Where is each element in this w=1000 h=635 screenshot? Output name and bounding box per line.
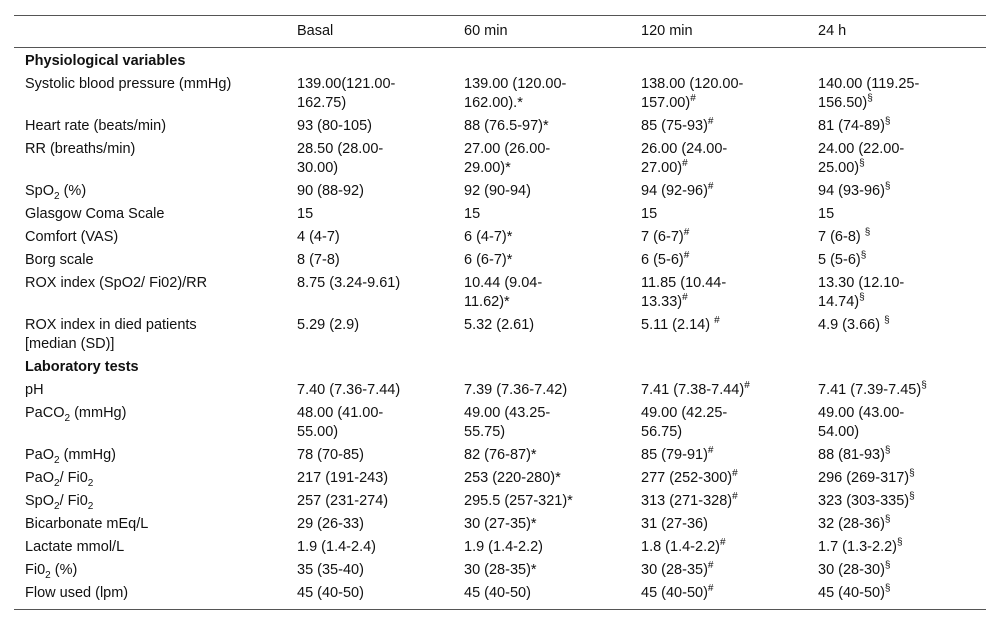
value-cell: 26.00 (24.00- 27.00)# [641, 141, 728, 176]
value-cell: 11.85 (10.44- 13.33)# [641, 275, 727, 310]
value-cell: 88 (81-93)§ [818, 445, 891, 463]
value-cell: 32 (28-36)§ [818, 514, 891, 532]
value-cell: 15 [818, 206, 835, 222]
table-header [14, 16, 986, 48]
value-cell: 313 (271-328)# [641, 491, 738, 509]
value-cell: 88 (76.5-97)* [464, 118, 549, 134]
value-cell: 5.32 (2.61) [464, 317, 535, 333]
value-cell: 45 (40-50)# [630, 584, 807, 610]
variable-cell: SpO$_2$ (%) [25, 183, 87, 202]
value-cell: 49.00 (43.00- 54.00) [818, 405, 905, 440]
variable-cell: SpO$_2$/ $Fi0_2$ [25, 493, 94, 512]
table-row [14, 140, 986, 182]
table-body [14, 48, 986, 610]
table-row [14, 469, 986, 492]
value-cell: 81 (74-89)§ [818, 116, 891, 134]
value-cell: 15 [297, 206, 314, 222]
variable-cell: Lactate mmol/L [25, 539, 125, 555]
value-cell: 323 (303-335)§ [818, 491, 915, 509]
table-row [14, 515, 986, 538]
value-cell: 13.30 (12.10- 14.74)§ [818, 275, 905, 310]
value-cell: 92 (90-94) [464, 183, 531, 199]
value-cell: 8 (7-8) [297, 252, 340, 268]
table-row [14, 538, 986, 561]
value-cell: 7.41 (7.39-7.45)§ [818, 380, 927, 398]
variable-cell: PaCO$_2$ (mmHg) [25, 405, 127, 424]
variable-cell: pH [25, 382, 44, 398]
value-cell: 85 (79-91)# [641, 445, 714, 463]
variable-cell: Glasgow Coma Scale [25, 206, 165, 222]
value-cell: 1.8 (1.4-2.2)# [641, 537, 726, 555]
variable-cell: $Fi0_2$ (%) [25, 562, 78, 581]
value-cell: 5.29 (2.9) [297, 317, 360, 333]
table-row [14, 205, 986, 228]
table-row [14, 228, 986, 251]
header-cell-variable [14, 16, 286, 48]
value-cell: 5.11 (2.14) # [641, 315, 720, 333]
table-row [14, 584, 986, 610]
value-cell: 94 (93-96)§ [818, 181, 891, 199]
variable-cell: Comfort (VAS) [25, 229, 119, 245]
value-cell: 253 (220-280)* [464, 470, 561, 486]
variable-cell: RR (breaths/min) [25, 141, 136, 157]
table-row [14, 381, 986, 404]
value-cell: 140.00 (119.25- 156.50)§ [818, 76, 920, 111]
table-container [14, 15, 986, 610]
variable-cell: PaO$_2$ (mmHg) [25, 447, 116, 466]
variable-cell: Systolic blood pressure (mmHg) [25, 76, 232, 92]
section-title: Physiological variables [25, 53, 186, 69]
value-cell: 31 (27-36) [641, 516, 708, 532]
value-cell: 35 (35-40) [297, 562, 364, 578]
value-cell: 7 (6-7)# [641, 227, 690, 245]
value-cell: 45 (40-50) [453, 584, 630, 610]
value-cell: 6 (5-6)# [641, 250, 690, 268]
table-row [14, 316, 986, 358]
value-cell: 5 (5-6)§ [818, 250, 867, 268]
value-cell: 49.00 (42.25- 56.75) [641, 405, 728, 440]
value-cell: 27.00 (26.00- 29.00)* [464, 141, 551, 176]
table-row [14, 117, 986, 140]
table-row [14, 561, 986, 584]
value-cell: 217 (191-243) [297, 470, 389, 486]
value-cell: 7.41 (7.38-7.44)# [641, 380, 750, 398]
value-cell: 7.39 (7.36-7.42) [464, 382, 568, 398]
header-cell-120min: 120 min [630, 16, 807, 48]
table-row [14, 75, 986, 117]
value-cell: 277 (252-300)# [641, 468, 738, 486]
value-cell: 78 (70-85) [297, 447, 364, 463]
value-cell: 139.00(121.00- 162.75) [297, 76, 396, 111]
table-row [14, 446, 986, 469]
table-row [14, 182, 986, 205]
value-cell: 296 (269-317)§ [818, 468, 915, 486]
value-cell: 6 (4-7)* [464, 229, 513, 245]
value-cell: 15 [641, 206, 658, 222]
value-cell: 45 (40-50)§ [807, 584, 986, 610]
value-cell: 30 (27-35)* [464, 516, 537, 532]
section-row [14, 48, 986, 76]
value-cell: 15 [464, 206, 481, 222]
table-row [14, 251, 986, 274]
value-cell: 257 (231-274) [297, 493, 389, 509]
value-cell: 24.00 (22.00- 25.00)§ [818, 141, 905, 176]
table-row [14, 274, 986, 316]
header-cell-60min: 60 min [453, 16, 630, 48]
value-cell: 49.00 (43.25- 55.75) [464, 405, 551, 440]
table-row [14, 492, 986, 515]
section-row [14, 358, 986, 381]
value-cell: 28.50 (28.00- 30.00) [297, 141, 384, 176]
value-cell: 94 (92-96)# [641, 181, 714, 199]
value-cell: 30 (28-35)* [464, 562, 537, 578]
value-cell: 8.75 (3.24-9.61) [297, 275, 401, 291]
value-cell: 139.00 (120.00- 162.00).* [464, 76, 567, 111]
value-cell: 30 (28-35)# [641, 560, 714, 578]
value-cell: 4 (4-7) [297, 229, 340, 245]
variable-cell: ROX index (SpO2/ Fi02)/RR [25, 275, 208, 291]
results-table [14, 15, 986, 610]
section-title: Laboratory tests [25, 359, 139, 375]
value-cell: 4.9 (3.66) § [818, 315, 890, 333]
variable-cell: Flow used (lpm) [14, 584, 286, 610]
header-cell-basal: Basal [286, 16, 453, 48]
value-cell: 7 (6-8) § [818, 227, 871, 245]
value-cell: 82 (76-87)* [464, 447, 537, 463]
header-cell-24h: 24 h [807, 16, 986, 48]
value-cell: 1.9 (1.4-2.4) [297, 539, 376, 555]
header-row [14, 16, 986, 48]
value-cell: 85 (75-93)# [641, 116, 714, 134]
variable-cell: PaO$_2$/ $Fi0_2$ [25, 470, 94, 489]
value-cell: 295.5 (257-321)* [464, 493, 573, 509]
value-cell: 48.00 (41.00- 55.00) [297, 405, 384, 440]
variable-cell: Borg scale [25, 252, 94, 268]
value-cell: 29 (26-33) [297, 516, 364, 532]
variable-cell: ROX index in died patients [median (SD)] [25, 317, 197, 352]
variable-cell: Bicarbonate mEq/L [25, 516, 149, 532]
value-cell: 10.44 (9.04- 11.62)* [464, 275, 543, 310]
value-cell: 7.40 (7.36-7.44) [297, 382, 401, 398]
value-cell: 1.9 (1.4-2.2) [464, 539, 543, 555]
variable-cell: Heart rate (beats/min) [25, 118, 167, 134]
value-cell: 138.00 (120.00- 157.00)# [641, 76, 744, 111]
table-row [14, 404, 986, 446]
value-cell: 6 (6-7)* [464, 252, 513, 268]
value-cell: 1.7 (1.3-2.2)§ [818, 537, 903, 555]
value-cell: 30 (28-30)§ [818, 560, 891, 578]
value-cell: 45 (40-50) [286, 584, 453, 610]
value-cell: 93 (80-105) [297, 118, 372, 134]
value-cell: 90 (88-92) [297, 183, 364, 199]
